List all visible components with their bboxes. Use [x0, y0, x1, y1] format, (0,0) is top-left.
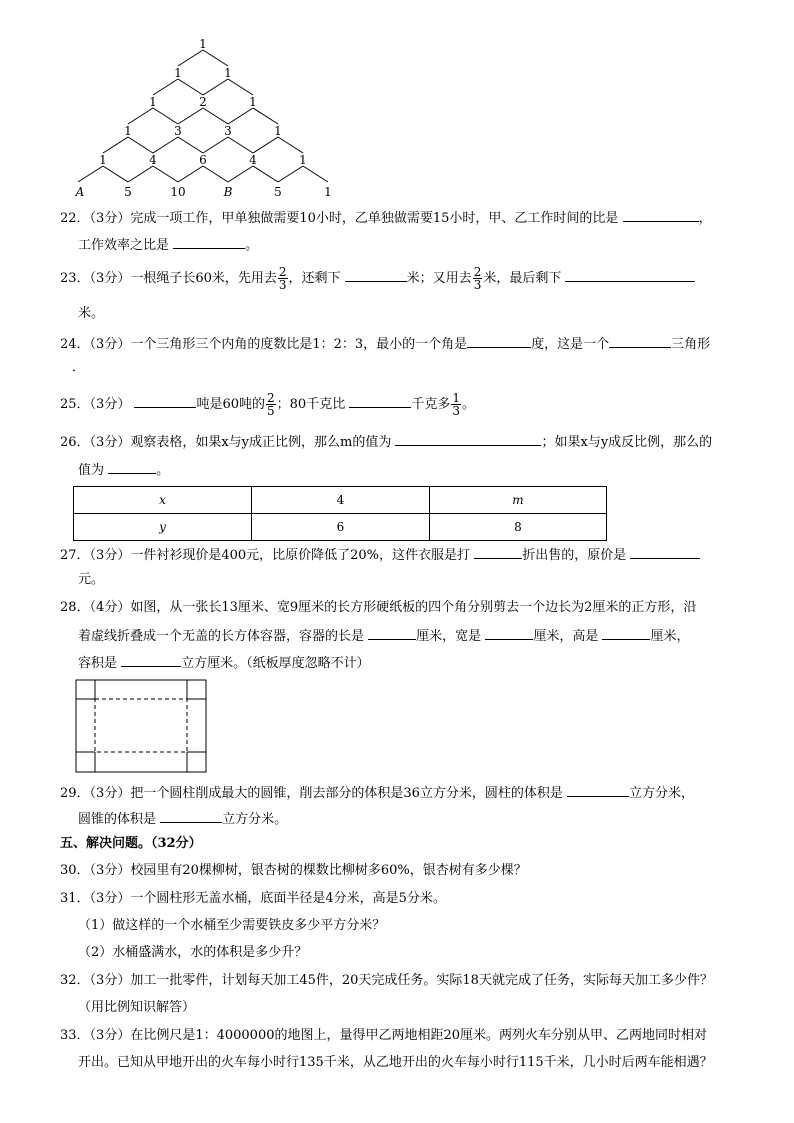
q31-number: 31． [60, 891, 90, 906]
table-cell: 8 [430, 514, 607, 541]
tri-r2-c2: 1 [249, 95, 257, 109]
q28-blank-2[interactable] [485, 627, 533, 640]
q29-number: 29． [60, 786, 90, 801]
question-30 [60, 863, 527, 879]
question-31 [60, 891, 446, 907]
number-triangle-figure [60, 32, 360, 204]
q23-text3: 米；又用去 [406, 271, 472, 286]
table-cell: 4 [252, 487, 430, 514]
q30-score: （3分） [89, 863, 131, 878]
table-cell: x [74, 487, 252, 514]
q30-text: 校园里有20棵柳树，银杏树的棵数比柳树多60%，银杏树有多少棵？ [130, 863, 527, 878]
q29-text3: 圆锥的体积是 [78, 812, 157, 827]
tri-r4-c0: 1 [99, 153, 107, 167]
q22-score: （3分） [89, 211, 131, 226]
q27-number: 27． [60, 548, 90, 563]
q26-text1: 观察表格，如果x与y成正比例，那么m的值为 [130, 435, 392, 450]
q33-number: 33． [60, 1028, 90, 1043]
q26-text4: 。 [156, 463, 170, 478]
table-cell: 6 [252, 514, 430, 541]
tri-r2-c0: 1 [149, 95, 157, 109]
table-cell: m [430, 487, 607, 514]
question-23-line2 [78, 306, 104, 322]
q22-text2: 工作效率之比是 [78, 238, 170, 253]
q22-blank-1[interactable] [623, 209, 699, 222]
q28-blank-1[interactable] [368, 627, 416, 640]
q23-blank-2[interactable] [565, 269, 695, 282]
q29-text2: 立方分米， [629, 786, 695, 801]
q23-text1: 一根绳子长60米，先用去 [130, 271, 277, 286]
question-27-line2 [78, 572, 104, 588]
q33-score: （3分） [89, 1028, 131, 1043]
question-24-line2 [72, 360, 85, 376]
tri-r1-c0: 1 [174, 66, 182, 80]
tri-r3-c2: 3 [224, 124, 232, 138]
question-28-line2 [78, 627, 689, 645]
q29-blank-1[interactable] [567, 784, 629, 797]
q32-text: 加工一批零件，计划每天加工45件，20天完成任务。实际18天就完成了任务，实际每天加工多少件？ [130, 973, 713, 988]
tri-r4-c3: 4 [249, 153, 257, 167]
q25-text3: 千克多 [411, 397, 451, 412]
q22-number: 22． [60, 211, 90, 226]
tri-r4-c4: 1 [299, 153, 307, 167]
table-row-y [74, 514, 607, 541]
question-24-line1 [60, 335, 710, 353]
q22-tail2: 。 [245, 238, 259, 253]
q26-text2: ；如果x与y成反比例，那么的 [541, 435, 713, 450]
q25-score: （3分） [89, 397, 131, 412]
q22-text1: 完成一项工作，甲单独做需要10小时，乙单独做需要15小时，甲、乙工作时间的比是 [130, 211, 619, 226]
q24-text4: ． [72, 360, 86, 375]
question-23-line1 [60, 266, 695, 290]
q25-number: 25． [60, 397, 90, 412]
section-5-title: 五、解决问题。（32分） [60, 836, 202, 851]
q23-text2: ，还剩下 [288, 271, 341, 286]
question-31-sub2: （2）水桶盛满水，水的体积是多少升？ [78, 945, 308, 960]
question-28-line1 [60, 600, 696, 616]
q26-number: 26． [60, 435, 90, 450]
q28-text6: 容积是 [78, 656, 118, 671]
q23-fraction-2: $\frac{2}{3}$ [473, 265, 482, 292]
question-27-line1 [60, 546, 700, 564]
q24-blank-2[interactable] [609, 335, 671, 348]
tri-r3-c0: 1 [124, 124, 132, 138]
question-22-line2 [78, 236, 258, 254]
q25-fraction-1: $\frac{2}{5}$ [267, 391, 275, 418]
q32-number: 32． [60, 973, 90, 988]
question-32-note: （用比例知识解答） [78, 1000, 196, 1015]
tri-r3-c1: 3 [174, 124, 182, 138]
triangle-numbers [75, 37, 332, 199]
question-29-line2 [78, 810, 287, 828]
question-33-line2: 开出。已知从甲地开出的火车每小时行135千米，从乙地开出的火车每小时行115千米，几小时后两车能相遇？ [78, 1055, 713, 1070]
table-cell: y [74, 514, 252, 541]
q28-text7: 立方厘米。（纸板厚度忽略不计） [181, 656, 370, 671]
q24-text2: 度，这是一个 [531, 337, 610, 352]
q29-blank-2[interactable] [160, 810, 222, 823]
question-26-line1 [60, 433, 712, 451]
q29-score: （3分） [89, 786, 131, 801]
tri-r0-c0: 1 [199, 37, 207, 51]
proportion-table [73, 486, 607, 541]
q24-number: 24． [60, 337, 90, 352]
tri-r5-c1: 5 [124, 185, 132, 199]
q23-blank-1[interactable] [345, 269, 407, 282]
q26-score: （3分） [89, 435, 131, 450]
tri-r5-c5: 1 [324, 185, 332, 199]
question-26-line2 [78, 461, 169, 479]
q23-text5: 米。 [78, 306, 105, 321]
tri-r4-c1: 4 [149, 153, 157, 167]
q26-blank-1[interactable] [395, 433, 541, 446]
q28-text5: 厘米， [650, 629, 690, 644]
tri-r5-c2: 10 [170, 185, 186, 199]
question-33-line1 [60, 1028, 707, 1044]
q28-text3: 厘米，宽是 [416, 629, 482, 644]
q28-score: （4分） [89, 600, 131, 615]
q27-text3: 元。 [78, 572, 105, 587]
q24-blank-1[interactable] [467, 335, 531, 348]
q23-text4: 米，最后剩下 [483, 271, 562, 286]
q31-text: 一个圆柱形无盖水桶，底面半径是4分米，高是5分米。 [130, 891, 446, 906]
q33-text1: 在比例尺是1：4000000的地图上，量得甲乙两地相距20厘米。两列火车分别从甲、乙两地同时相对 [130, 1028, 708, 1043]
tri-r5-c4: 5 [274, 185, 282, 199]
q25-text4: 。 [462, 397, 476, 412]
q23-number: 23． [60, 271, 90, 286]
tri-r1-c1: 1 [224, 66, 232, 80]
q24-score: （3分） [89, 337, 131, 352]
q22-tail1: ， [698, 211, 712, 226]
question-28-line3 [78, 654, 370, 672]
q25-blank-1[interactable] [134, 395, 196, 408]
tri-r5-c0: A [75, 185, 85, 199]
q27-blank-2[interactable] [630, 546, 700, 559]
q29-text1: 把一个圆柱削成最大的圆锥，削去部分的体积是36立方分米，圆柱的体积是 [130, 786, 563, 801]
q31-score: （3分） [89, 891, 131, 906]
q28-blank-3[interactable] [602, 627, 650, 640]
q27-text2: 折出售的，原价是 [522, 548, 627, 563]
q28-text2: 着虚线折叠成一个无盖的长方体容器，容器的长是 [78, 629, 365, 644]
q23-fraction-1: $\frac{2}{3}$ [278, 265, 287, 292]
q29-text4: 立方分米。 [222, 812, 288, 827]
q27-text1: 一件衬衫现价是400元，比原价降低了20%，这件衣服是打 [130, 548, 471, 563]
q25-fraction-2: $\frac{1}{3}$ [452, 391, 460, 418]
cardboard-box-figure [75, 679, 208, 774]
tri-r5-c3: B [223, 185, 233, 199]
question-22-line1 [60, 209, 712, 227]
tri-r3-c3: 1 [274, 124, 282, 138]
q25-text2: ；80千克比 [276, 397, 346, 412]
q30-number: 30． [60, 863, 90, 878]
q27-blank-1[interactable] [474, 546, 522, 559]
q28-blank-4[interactable] [121, 654, 181, 667]
q23-score: （3分） [89, 271, 131, 286]
q26-blank-2[interactable] [108, 461, 156, 474]
q28-number: 28． [60, 600, 90, 615]
q27-score: （3分） [89, 548, 131, 563]
question-29-line1 [60, 784, 694, 802]
q25-text1: 吨是60吨的 [196, 397, 266, 412]
table-row-x [74, 487, 607, 514]
tri-r2-c1: 2 [199, 95, 207, 109]
q25-blank-2[interactable] [349, 395, 411, 408]
q22-blank-2[interactable] [173, 236, 245, 249]
q28-text4: 厘米，高是 [533, 629, 599, 644]
q28-text1: 如图，从一张长13厘米、宽9厘米的长方形硬纸板的四个角分别剪去一个边长为2厘米的正方形，沿 [130, 600, 697, 615]
question-32 [60, 973, 713, 989]
q26-text3: 值为 [78, 463, 105, 478]
q24-text1: 一个三角形三个内角的度数比是1：2：3，最小的一个角是 [130, 337, 468, 352]
q24-text3: 三角形 [671, 337, 711, 352]
question-31-sub1: （1）做这样的一个水桶至少需要铁皮多少平方分米？ [78, 918, 386, 933]
tri-r4-c2: 6 [199, 153, 207, 167]
q32-score: （3分） [89, 973, 131, 988]
question-25-line [60, 392, 475, 418]
